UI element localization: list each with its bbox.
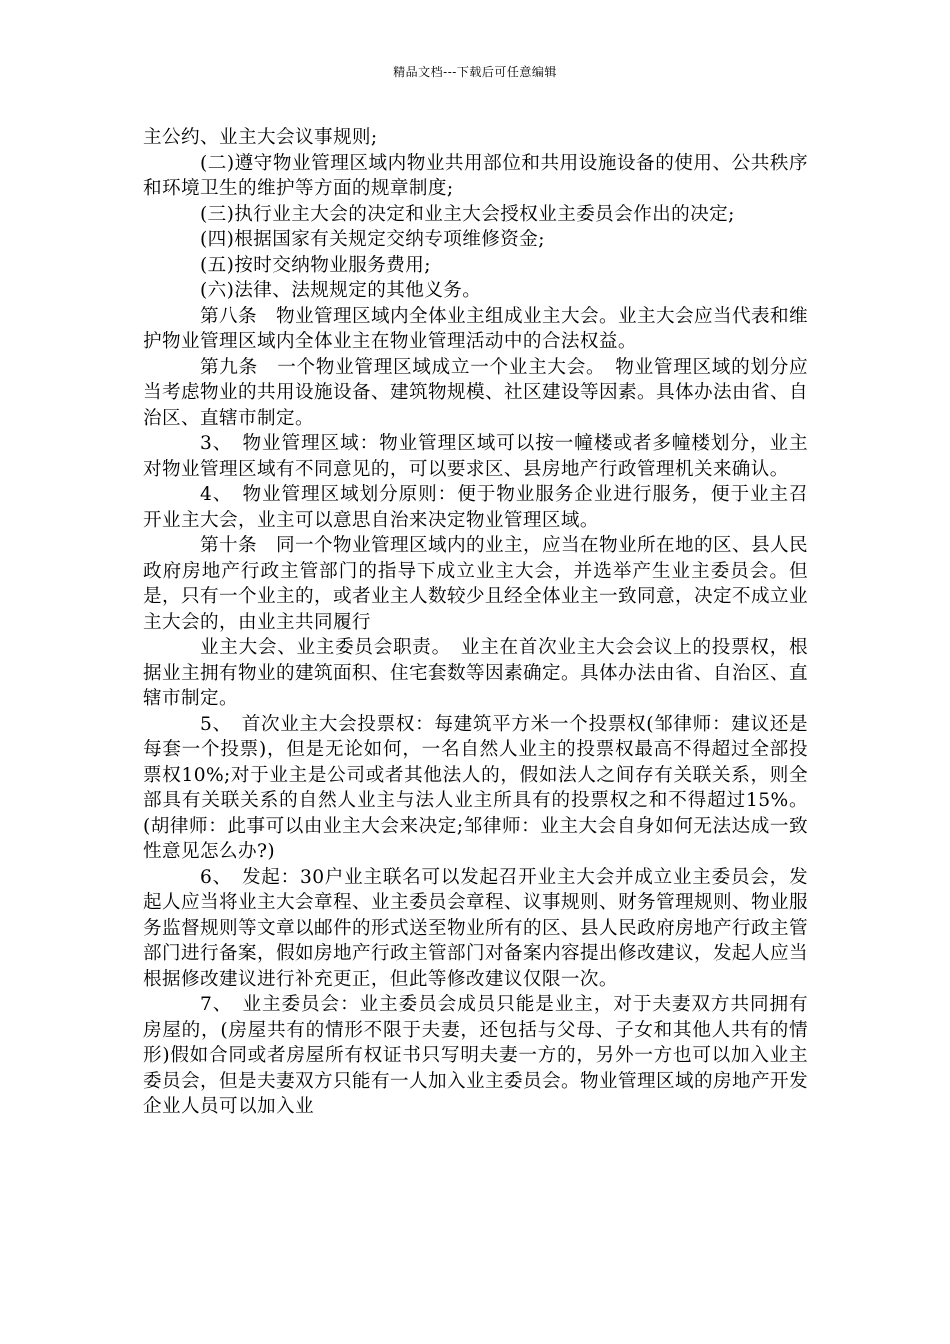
page-header: 精品文档---下载后可任意编辑 [393,65,557,79]
paragraph-item-3: 3、 物业管理区域：物业管理区域可以按一幢楼或者多幢楼划分，业主对物业管理区域有不同意见的，可以要求区、县房地产行政管理机关来确认。 [143,433,808,480]
paragraph-1: 主公约、业主大会议事规则; [143,127,378,148]
paragraph-duties: 业主大会、业主委员会职责。 业主在首次业主大会会议上的投票权，根据业主拥有物业的建筑面积、住宅套数等因素确定。具体办法由省、自治区、直辖市制定。 [143,637,808,709]
paragraph-2: (二)遵守物业管理区域内物业共用部位和共用设施设备的使用、公共秩序和环境卫生的维护等方面的规章制度; [143,152,808,199]
paragraph-6: (六)法律、法规规定的其他义务。 [200,280,482,301]
document-body [143,125,808,1120]
paragraph-item-5: 5、 首次业主大会投票权：每建筑平方米一个投票权(邹律师：建议还是每套一个投票)，但是无论如何，一名自然人业主的投票权最高不得超过全部投票权10%;对于业主是公司或者其他法人的，假如法人之间存有关联关系，则全部具有关联关系的自然人业主与法人业主所具有的投票权之和不得超过15%。(胡律师：此事可以由业主大会来决定;邹律师：业主大会自身如何无法达成一致性意见怎么办?) [143,713,808,862]
paragraph-article-9: 第九条 一个物业管理区域成立一个业主大会。 物业管理区域的划分应当考虑物业的共用设施设备、建筑物规模、社区建设等因素。具体办法由省、自治区、直辖市制定。 [143,356,808,429]
paragraph-article-10: 第十条 同一个物业管理区域内的业主，应当在物业所在地的区、县人民政府房地产行政主管部门的指导下成立业主大会，并选举产生业主委员会。但是，只有一个业主的，或者业主人数较少且经全体业主一致同意，决定不成立业主大会的，由业主共同履行 [143,535,808,633]
paragraph-item-7: 7、 业主委员会：业主委员会成员只能是业主，对于夫妻双方共同拥有房屋的，(房屋共有的情形不限于夫妻，还包括与父母、子女和其他人共有的情形)假如合同或者房屋所有权证书只写明夫妻一方的，另外一方也可以加入业主委员会，但是夫妻双方只能有一人加入业主委员会。物业管理区域的房地产开发企业人员可以加入业 [143,994,808,1117]
paragraph-5: (五)按时交纳物业服务费用; [200,254,431,276]
paragraph-4: (四)根据国家有关规定交纳专项维修资金; [200,229,545,250]
paragraph-item-4: 4、 物业管理区域划分原则：便于物业服务企业进行服务，便于业主召开业主大会，业主可以意思自治来决定物业管理区域。 [143,484,808,531]
paragraph-item-6: 6、 发起：30户业主联名可以发起召开业主大会并成立业主委员会，发起人应当将业主大会章程、业主委员会章程、议事规则、财务管理规则、物业服务监督规则等文章以邮件的形式送至物业所有的区、县人民政府房地产行政主管部门进行备案，假如房地产行政主管部门对备案内容提出修改建议，发起人应当根据修改建议进行补充更正，但此等修改建议仅限一次。 [143,866,808,990]
paragraph-3: (三)执行业主大会的决定和业主大会授权业主委员会作出的决定; [200,203,735,225]
paragraph-article-8: 第八条 物业管理区域内全体业主组成业主大会。业主大会应当代表和维护物业管理区域内全体业主在物业管理活动中的合法权益。 [143,305,808,352]
